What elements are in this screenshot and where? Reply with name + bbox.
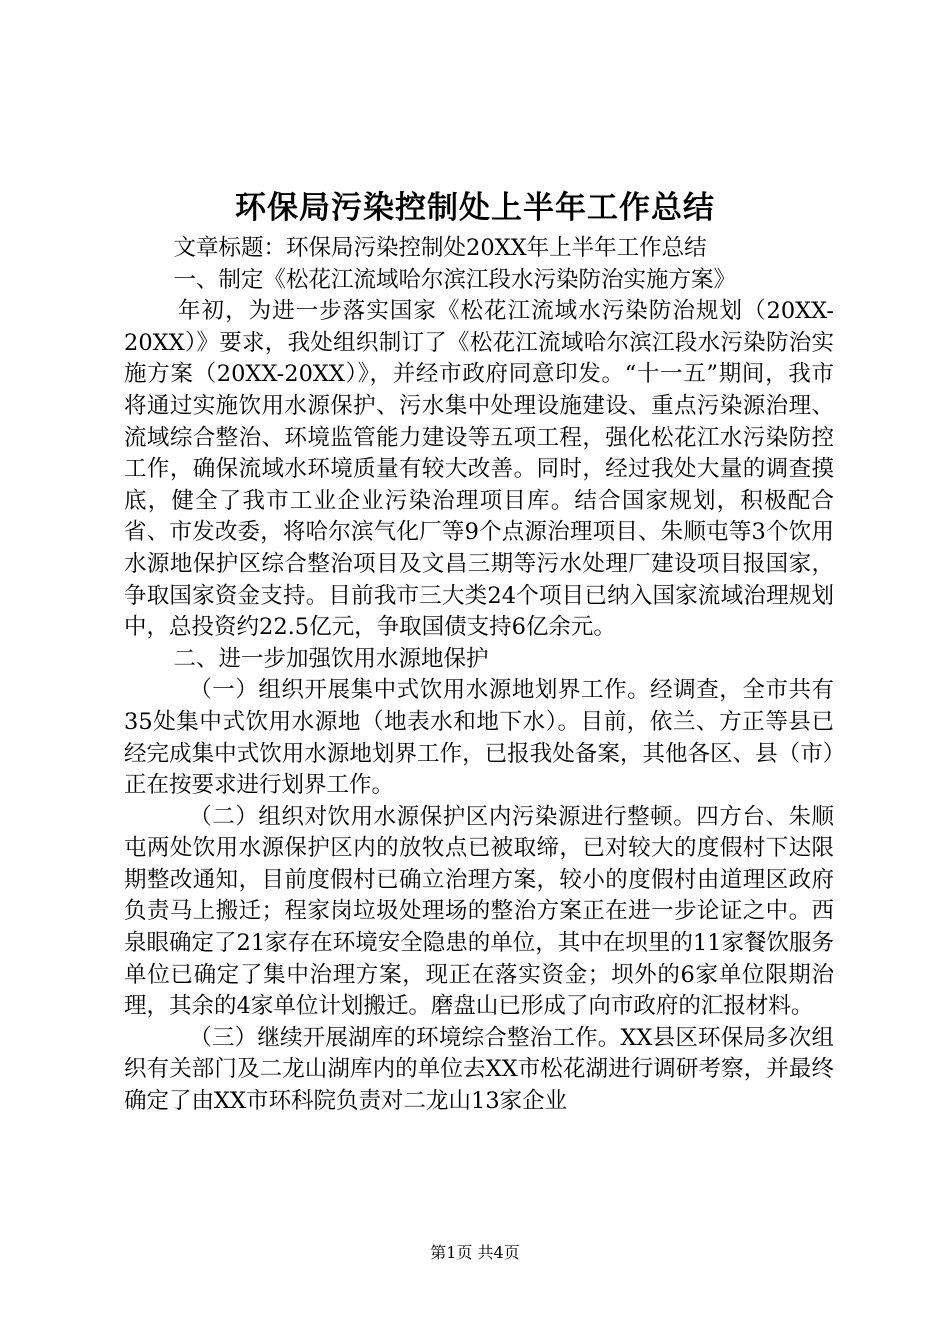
section-heading-1: 一、制定《松花江流域哈尔滨江段水污染防治实施方案》 [173, 266, 737, 293]
article-title-line: 文章标题：环保局污染控制处20XX年上半年工作总结 [173, 235, 707, 261]
paragraph-3: （二）组织对饮用水源保护区内污染源进行整顿。四方台、朱顺屯两处饮用水源保护区内的放牧点已被取缔，已对较大的度假村下达限期整改通知，目前度假村已确立治理方案，较小的度假村由道理区政府负责马上搬迁；程家岗垃圾处理场的整治方案正在进一步论证之中。西泉眼确定了21家存在环境安全隐患的单位，其中在坝里的11家餐饮服务单位已确定了集中治理方案，现正在落实资金；坝外的6家单位限期治理，其余的4家单位计划搬迁。磨盘山已形成了向市政府的汇报材料。 [124, 803, 834, 1020]
page-footer: 第1页 共4页 [430, 1243, 520, 1262]
paragraph-1: 年初，为进一步落实国家《松花江流域水污染防治规划（20XX-20XX）》要求，我处组织制订了《松花江流域哈尔滨江段水污染防治实施方案（20XX-20XX）》，并经市政府同意印发。“十一五”期间，我市将通过实施饮用水源保护、污水集中处理设施建设、重点污染源治理、流域综合整治、环境监管能力建设等五项工程，强化松花江水污染防控工作，确保流域水环境质量有较大改善。同时，经过我处大量的调查摸底，健全了我市工业企业污染治理项目库。结合国家规划，积极配合省、市发改委，将哈尔滨气化厂等9个点源治理项目、朱顺屯等3个饮用水源地保护区综合整治项目及文昌三期等污水处理厂建设项目报国家，争取国家资金支持。目前我市三大类24个项目已纳入国家流域治理规划中，总投资约22.5亿元，争取国债支持6亿余元。 [124, 298, 834, 641]
document-title: 环保局污染控制处上半年工作总结 [235, 190, 715, 226]
paragraph-4: （三）继续开展湖库的环境综合整治工作。XX县区环保局多次组织有关部门及二龙山湖库内的单位去XX市松花湖进行调研考察，并最终确定了由XX市环科院负责对二龙山13家企业 [124, 1024, 834, 1115]
paragraph-2: （一）组织开展集中式饮用水源地划界工作。经调查，全市共有35处集中式饮用水源地（地表水和地下水）。目前，依兰、方正等县已经完成集中式饮用水源地划界工作，已报我处备案，其他各区、县（市）正在按要求进行划界工作。 [124, 677, 834, 799]
document-body [124, 233, 834, 1118]
section-heading-2: 二、进一步加强饮用水源地保护 [173, 645, 489, 672]
